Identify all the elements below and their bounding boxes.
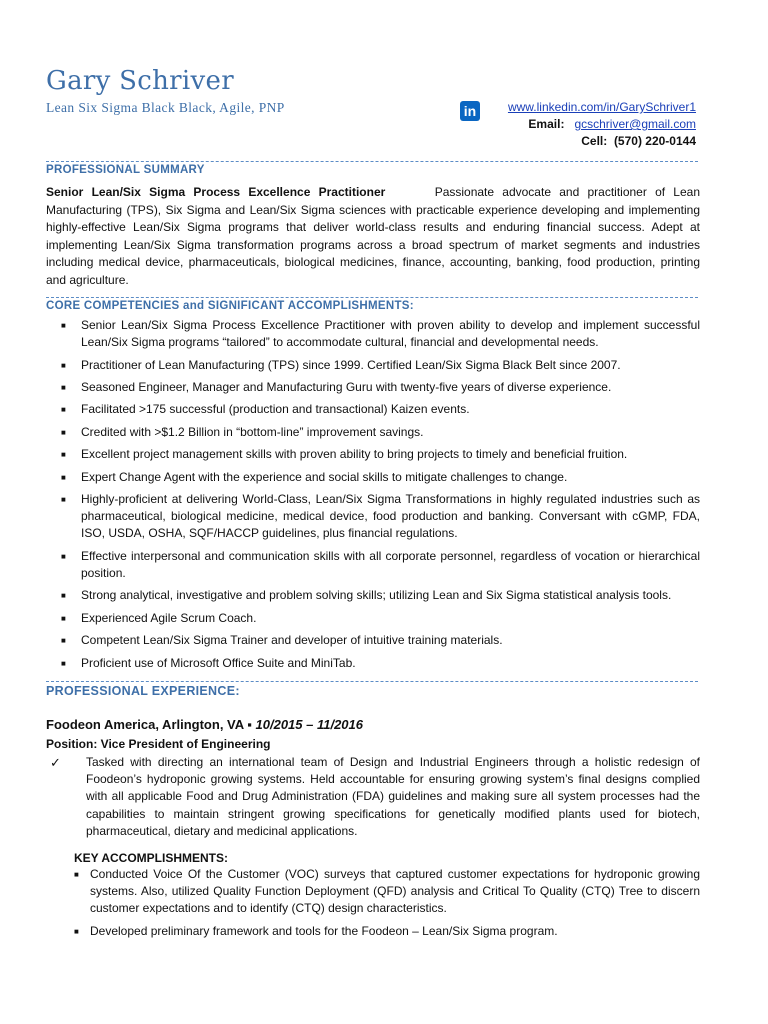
bullet-icon: ■ xyxy=(74,870,79,879)
job-company: Foodeon America, Arlington, VA xyxy=(46,717,244,732)
contact-block xyxy=(508,99,696,150)
list-item: ■ Proficient use of Microsoft Office Suite and MiniTab. xyxy=(46,655,700,672)
job-task xyxy=(46,754,700,840)
competencies-heading: CORE COMPETENCIES and SIGNIFICANT ACCOMPLISHMENTS: xyxy=(46,300,414,312)
list-item: ■ Experienced Agile Scrum Coach. xyxy=(46,610,700,627)
summary-lead: Senior Lean/Six Sigma Process Excellence Practitioner xyxy=(46,185,386,199)
separator-icon: ▪ xyxy=(247,717,252,732)
list-item: ■ Seasoned Engineer, Manager and Manufacturing Guru with twenty-five years of diverse experience. xyxy=(46,379,700,396)
list-item: ■ Competent Lean/Six Sigma Trainer and developer of intuitive training materials. xyxy=(46,632,700,649)
email-link[interactable]: gcschriver@gmail.com xyxy=(574,117,696,131)
experience-heading: PROFESSIONAL EXPERIENCE: xyxy=(46,684,240,698)
list-item: ■ Excellent project management skills with proven ability to bring projects to timely and beneficial fruition. xyxy=(46,446,700,463)
bullet-icon: ■ xyxy=(61,658,66,668)
list-item: ■ Strong analytical, investigative and problem solving skills; utilizing Lean and Six Sigma statistical analysis tools. xyxy=(46,587,700,604)
candidate-name: Gary Schriver xyxy=(46,66,234,96)
bullet-icon: ■ xyxy=(61,382,66,392)
summary-heading: PROFESSIONAL SUMMARY xyxy=(46,164,205,176)
candidate-subtitle: Lean Six Sigma Black Black, Agile, PNP xyxy=(46,100,285,115)
cell-label: Cell: xyxy=(581,134,608,148)
job-position: Position: Vice President of Engineering xyxy=(46,737,271,751)
bullet-icon: ■ xyxy=(61,427,66,437)
list-item: ■ Highly-proficient at delivering World-Class, Lean/Six Sigma Transformations in highly regulated industries such as pharmaceutical, biological medicine, medical device, food production and banking. Conversant with cGMP, FDA, ISO, USDA, OSHA, SQF/HACCP guidelines, plus financial regulations. xyxy=(61,491,700,541)
list-item: ■ Conducted Voice Of the Customer (VOC) surveys that captured customer expectations for hydroponic growing systems. Also, utilized Quality Function Deployment (QFD) analysis and Critical To Quality (CTQ) Tree to discern customer expectations and to identify (CTQ) design characteristics. xyxy=(74,867,700,916)
section-divider xyxy=(46,297,698,298)
linkedin-icon[interactable]: in xyxy=(460,101,480,121)
list-item: ■ Credited with >$1.2 Billion in “bottom-line” improvement savings. xyxy=(46,424,700,441)
job-dates: 10/2015 – 11/2016 xyxy=(255,717,363,732)
email-line xyxy=(508,116,696,133)
key-accomplishments-heading: KEY ACCOMPLISHMENTS: xyxy=(74,851,229,865)
bullet-icon: ■ xyxy=(61,613,66,623)
bullet-icon: ■ xyxy=(61,591,66,601)
section-divider xyxy=(46,161,698,162)
accomplishments-list xyxy=(74,866,700,945)
summary-text: Passionate advocate and practitioner of Lean Manufacturing (TPS), Six Sigma and Lean/Six Sigma sciences with practicable experience developing and implementing highly-effective Lean/Six Sigma programs that deliver world-class results and enduring financial success. Adept at implementing Lean/Six Sigma transformation programs across a broad spectrum of market segments and industries including medical device, pharmaceuticals, biological medicines, finance, accounting, banking, food production, printing and agriculture. xyxy=(46,185,700,287)
cell-value: (570) 220-0144 xyxy=(613,134,696,148)
bullet-icon: ■ xyxy=(61,405,66,415)
bullet-icon: ■ xyxy=(61,360,66,370)
bullet-icon: ■ xyxy=(61,494,66,504)
competencies-list xyxy=(46,317,700,677)
bullet-icon: ■ xyxy=(74,926,79,936)
checkmark-icon: ✓ xyxy=(50,755,61,770)
bullet-icon: ■ xyxy=(61,321,66,330)
list-item: ■ Practitioner of Lean Manufacturing (TPS) since 1999. Certified Lean/Six Sigma Black Belt since 2007. xyxy=(46,357,700,374)
list-item: ■ Developed preliminary framework and tools for the Foodeon – Lean/Six Sigma program. xyxy=(74,923,700,940)
list-item: ■ Expert Change Agent with the experience and social skills to mitigate challenges to change. xyxy=(46,469,700,486)
bullet-icon: ■ xyxy=(61,551,66,561)
bullet-icon: ■ xyxy=(61,636,66,646)
cell-line xyxy=(508,133,696,150)
list-item: ■ Effective interpersonal and communication skills with all corporate personnel, regardless of vocation or hierarchical position. xyxy=(61,548,700,580)
list-item: ■ Facilitated >175 successful (production and transactional) Kaizen events. xyxy=(46,401,700,418)
list-item: ■ Senior Lean/Six Sigma Process Excellence Practitioner with proven ability to develop and implement successful Lean/Six Sigma programs “tailored” to accommodate cultural, financial and developmental needs. xyxy=(61,318,700,350)
summary-paragraph xyxy=(46,184,700,290)
bullet-icon: ■ xyxy=(61,472,66,482)
bullet-icon: ■ xyxy=(61,450,66,460)
email-label: Email: xyxy=(528,117,565,131)
job-header xyxy=(46,717,363,732)
linkedin-link[interactable]: www.linkedin.com/in/GarySchriver1 xyxy=(507,100,696,114)
job-task-text: Tasked with directing an international team of Design and Industrial Engineers through a holistic redesign of Foodeon’s hydroponic growing systems. Held accountable for ensuring growing system’s final designs complied with all applicable Food and Drug Administration (FDA) guidelines and making sure all system processes had the capabilities to maintain stringent growing specifications for genetically modified plants used for biotech, pharmaceutical, dietary and medicinal applications. xyxy=(86,755,700,838)
section-divider xyxy=(46,681,698,682)
